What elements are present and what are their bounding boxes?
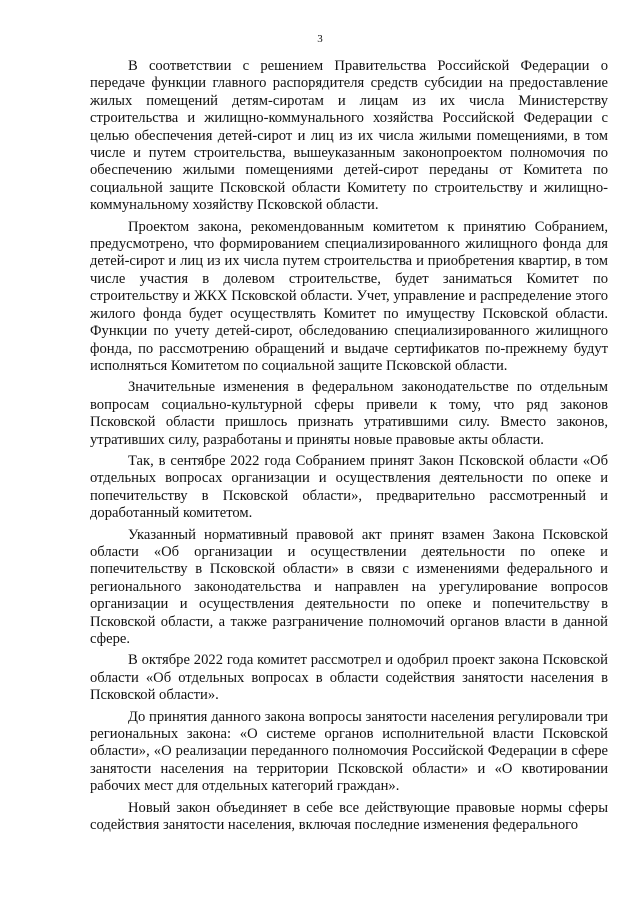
paragraph-5: Указанный нормативный правовой акт принят взамен Закона Псковской области «Об организации и осуществлении деятельности по опеке и попечительству в Псковской области» в связи с изменениями федерального и регионального законодательства и направлен на урегулирование вопросов организации и осуществления деятельности по опеке и попечительству в Псковской области, а также разграничение полномочий органов власти в данной сфере. bbox=[90, 526, 608, 647]
paragraph-6: В октябре 2022 года комитет рассмотрел и одобрил проект закона Псковской области «Об отдельных вопросах в области содействия занятости населения в Псковской области». bbox=[90, 652, 608, 704]
document-body bbox=[90, 58, 608, 838]
paragraph-7: До принятия данного закона вопросы занятости населения регулировали три региональных закона: «О системе органов исполнительной власти Псковской области», «О реализации переданного полномочия Российской Федерации в сфере занятости населения на территории Псковской области» и «О квотировании рабочих мест для отдельных категорий граждан». bbox=[90, 708, 608, 795]
paragraph-4: Так, в сентябре 2022 года Собранием принят Закон Псковской области «Об отдельных вопросах организации и осуществления деятельности по опеке и попечительству в Псковской области», предварительно рассмотренный и доработанный комитетом. bbox=[90, 452, 608, 522]
paragraph-2: Проектом закона, рекомендованным комитетом к принятию Собранием, предусмотрено, что формированием специализированного жилищного фонда для детей-сирот и лиц из их числа путем строительства и приобретения квартир, в том числе участия в долевом строительстве, будет заниматься Комитет по строительству и ЖКХ Псковской области. Учет, управление и распределение этого жилого фонда будет осуществлять Комитет по имуществу Псковской области. Функции по учету детей-сирот, обследованию специализированного жилищного фонда, по рассмотрению обращений и выдаче сертификатов по-прежнему будут исполняться Комитетом по социальной защите Псковской области. bbox=[90, 218, 608, 374]
paragraph-8: Новый закон объединяет в себе все действующие правовые нормы сферы содействия занятости населения, включая последние изменения федерального bbox=[90, 799, 608, 834]
paragraph-1: В соответствии с решением Правительства Российской Федерации о передаче функции главного распорядителя средств субсидии на предоставление жилых помещений детям-сиротам и лицам из их числа Министерству строительства и жилищно-коммунального хозяйства Российской Федерации с целью обеспечения детей-сирот и лиц из их числа жилыми помещениями, в том числе и путем строительства, вышеуказанным законопроектом полномочия по обеспечению жилыми помещениями детей-сирот переданы от Комитета по социальной защите Псковской области Комитету по строительству и жилищно-коммунальному хозяйству Псковской области. bbox=[90, 58, 608, 214]
paragraph-3: Значительные изменения в федеральном законодательстве по отдельным вопросам социально-культурной сферы привели к тому, что ряд законов Псковской области пришлось признать утратившими силу. Вместо законов, утративших силу, разработаны и приняты новые правовые акты области. bbox=[90, 379, 608, 448]
page-number: 3 bbox=[317, 33, 323, 45]
